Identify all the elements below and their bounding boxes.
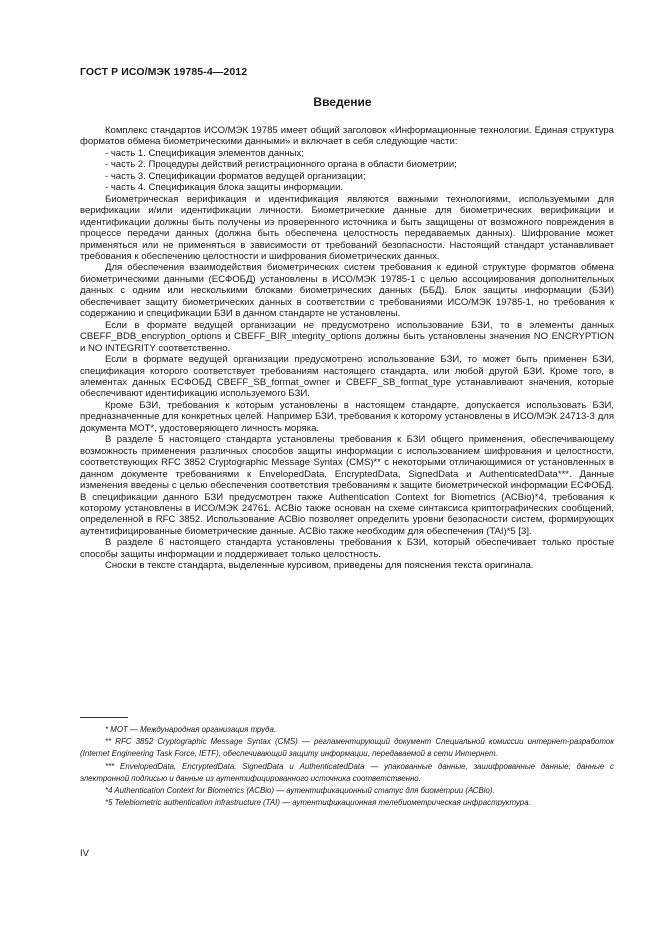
footnote	[80, 736, 614, 760]
paragraph: В разделе 6 настоящего стандарта установлены требования к БЗИ, который обеспечивает только простые способы защиты информации и поддерживает только целостность.	[80, 537, 614, 560]
document-header: ГОСТ Р ИСО/МЭК 19785-4—2012	[80, 66, 248, 78]
footnotes	[80, 724, 614, 809]
section-title: Введение	[313, 95, 372, 109]
paragraph: Кроме БЗИ, требования к которым установлены в настоящем стандарте, допускается использовать БЗИ, предназначенные для конкретных целей. Например БЗИ, требования к которому установлены в ИСО/МЭК 24713-3 для документа МОТ*, удостоверяющего личность моряка.	[80, 399, 614, 434]
footnote-mark: ***	[105, 761, 115, 771]
footnote-text: EnvelopedData, EncryptedData, SignedData и AuthenticatedData — упакованные данные, зашифрованные данные; данные с электронной подписью и данные из аутентифицированного источника соответственно.	[80, 761, 614, 783]
footnote-mark: *5	[105, 798, 113, 808]
footnote-text: Telebiometric authentication infrastructure (TAI) — аутентификационная телебиометрическая инфраструктура.	[112, 798, 531, 808]
footnote	[80, 785, 614, 797]
footnote-divider	[80, 717, 128, 718]
footnote-text: Authentication Context for Biometrics (ACBio) — аутентификационный статус для биометрии (АСВio).	[112, 786, 495, 796]
paragraph: Для обеспечения взаимодействия биометрических систем требования к единой структуре форматов обмена биометрическими данными (ЕСФОБД) установлены в ИСО/МЭК 19785-1 с целью ассоциирования дополнительных данных с одним или несколькими блоками биометрических данных (ББД). Блок защиты информации (БЗИ) обеспечивает защиту биометрических данных в соответствии с требованиями ИСО/МЭК 19785-1, но требования к содержанию и спецификации БЗИ в данном стандарте не установлены.	[80, 262, 614, 320]
footnote-mark: **	[105, 737, 112, 747]
footnote	[80, 797, 614, 809]
footnote-mark: *	[105, 725, 109, 734]
paragraph: Комплекс стандартов ИСО/МЭК 19785 имеет общий заголовок «Информационные технологии. Единая структура форматов обмена биометрическими данными» и включает в себя следующие части:	[80, 125, 614, 148]
list-item: - часть 4. Спецификация блока защиты информации.	[105, 182, 344, 194]
page-number: IV	[80, 848, 89, 859]
paragraph: В разделе 5 настоящего стандарта установлены требования к БЗИ общего применения, обеспечивающему возможность применения различных способов защиты информации с использованием шифрования и целостности, соответствующих RFC 3852 Cryptographic Message Syntax (CMS)** с некоторыми отличающимися от установленных в данном документе требованиями к EnvelopedData, EncryptedData, SignedData и AuthenticatedData***. Данные изменения введены с целью обеспечения соответствия требованиям к защите биометрической информации ЕСФОБД. В спецификации данного БЗИ предусмотрен также Authentication Context for Biometrics (ACBio)*4, требования к которому установлены в ИСО/МЭК 24761. ACBio также основан на схеме синтаксиса криптографических сообщений, определенной в RFC 3852. Использование ACBio позволяет определить уровни безопасности систем, формирующих аутентифицированные биометрические данные. ACBio также необходим для обеспечения (TAI)*5 [3].	[80, 434, 614, 537]
list-item: - часть 2. Процедуры действий регистрационного органа в области биометрии;	[105, 159, 457, 171]
footnote-text: RFC 3852 Cryptographic Message Syntax (CMS) — регламентирующий документ Специальной комиссии интернет-разработок (Internet Engineering Task Force, IETF), обеспечивающий защиту информации, передаваемой в сети Интернет.	[80, 737, 614, 759]
footnote-text: МОТ — Международная организация труда.	[108, 725, 277, 734]
list-item: - часть 3. Спецификации форматов ведущей организации;	[105, 170, 366, 182]
list-item: - часть 1. Спецификация элементов данных;	[105, 147, 304, 159]
footnote	[80, 724, 614, 736]
body-text	[80, 125, 614, 572]
paragraph: Биометрическая верификация и идентификация являются важными технологиями, используемыми для верификации и/или идентификации личности. Биометрические данные для биометрических верификации и идентификации должны быть получены из проверенного источника и быть защищены от возможного повреждения в процессе передачи данных (должна быть обеспечена целостность передаваемых данных). Шифрование может применяться или не применяться в зависимости от требований безопасности. Настоящий стандарт устанавливает требования к обеспечению целостности и шифрования биометрических данных.	[80, 193, 614, 262]
paragraph: Если в формате ведущей организации предусмотрено использование БЗИ, то может быть применен БЗИ, спецификация которого соответствует требованиям настоящего стандарта, или любой другой БЗИ. Кроме того, в элементах данных ЕСФОБД CBEFF_SB_format_owner и CBEFF_SB_format_type устанавливают значения, которые обеспечивают идентификацию используемого БЗИ.	[80, 354, 614, 400]
paragraph: Сноски в тексте стандарта, выделенные курсивом, приведены для пояснения текста оригинала.	[105, 560, 534, 572]
footnote	[80, 761, 614, 785]
footnote-mark: *4	[105, 786, 113, 796]
paragraph: Если в формате ведущей организации не предусмотрено использование БЗИ, то в элементы данных CBEFF_BDB_encryption_options и CBEFF_BIR_integrity_options должны быть установлены значения NO ENCRYPTION и NO INTEGRITY соответственно.	[80, 319, 614, 354]
